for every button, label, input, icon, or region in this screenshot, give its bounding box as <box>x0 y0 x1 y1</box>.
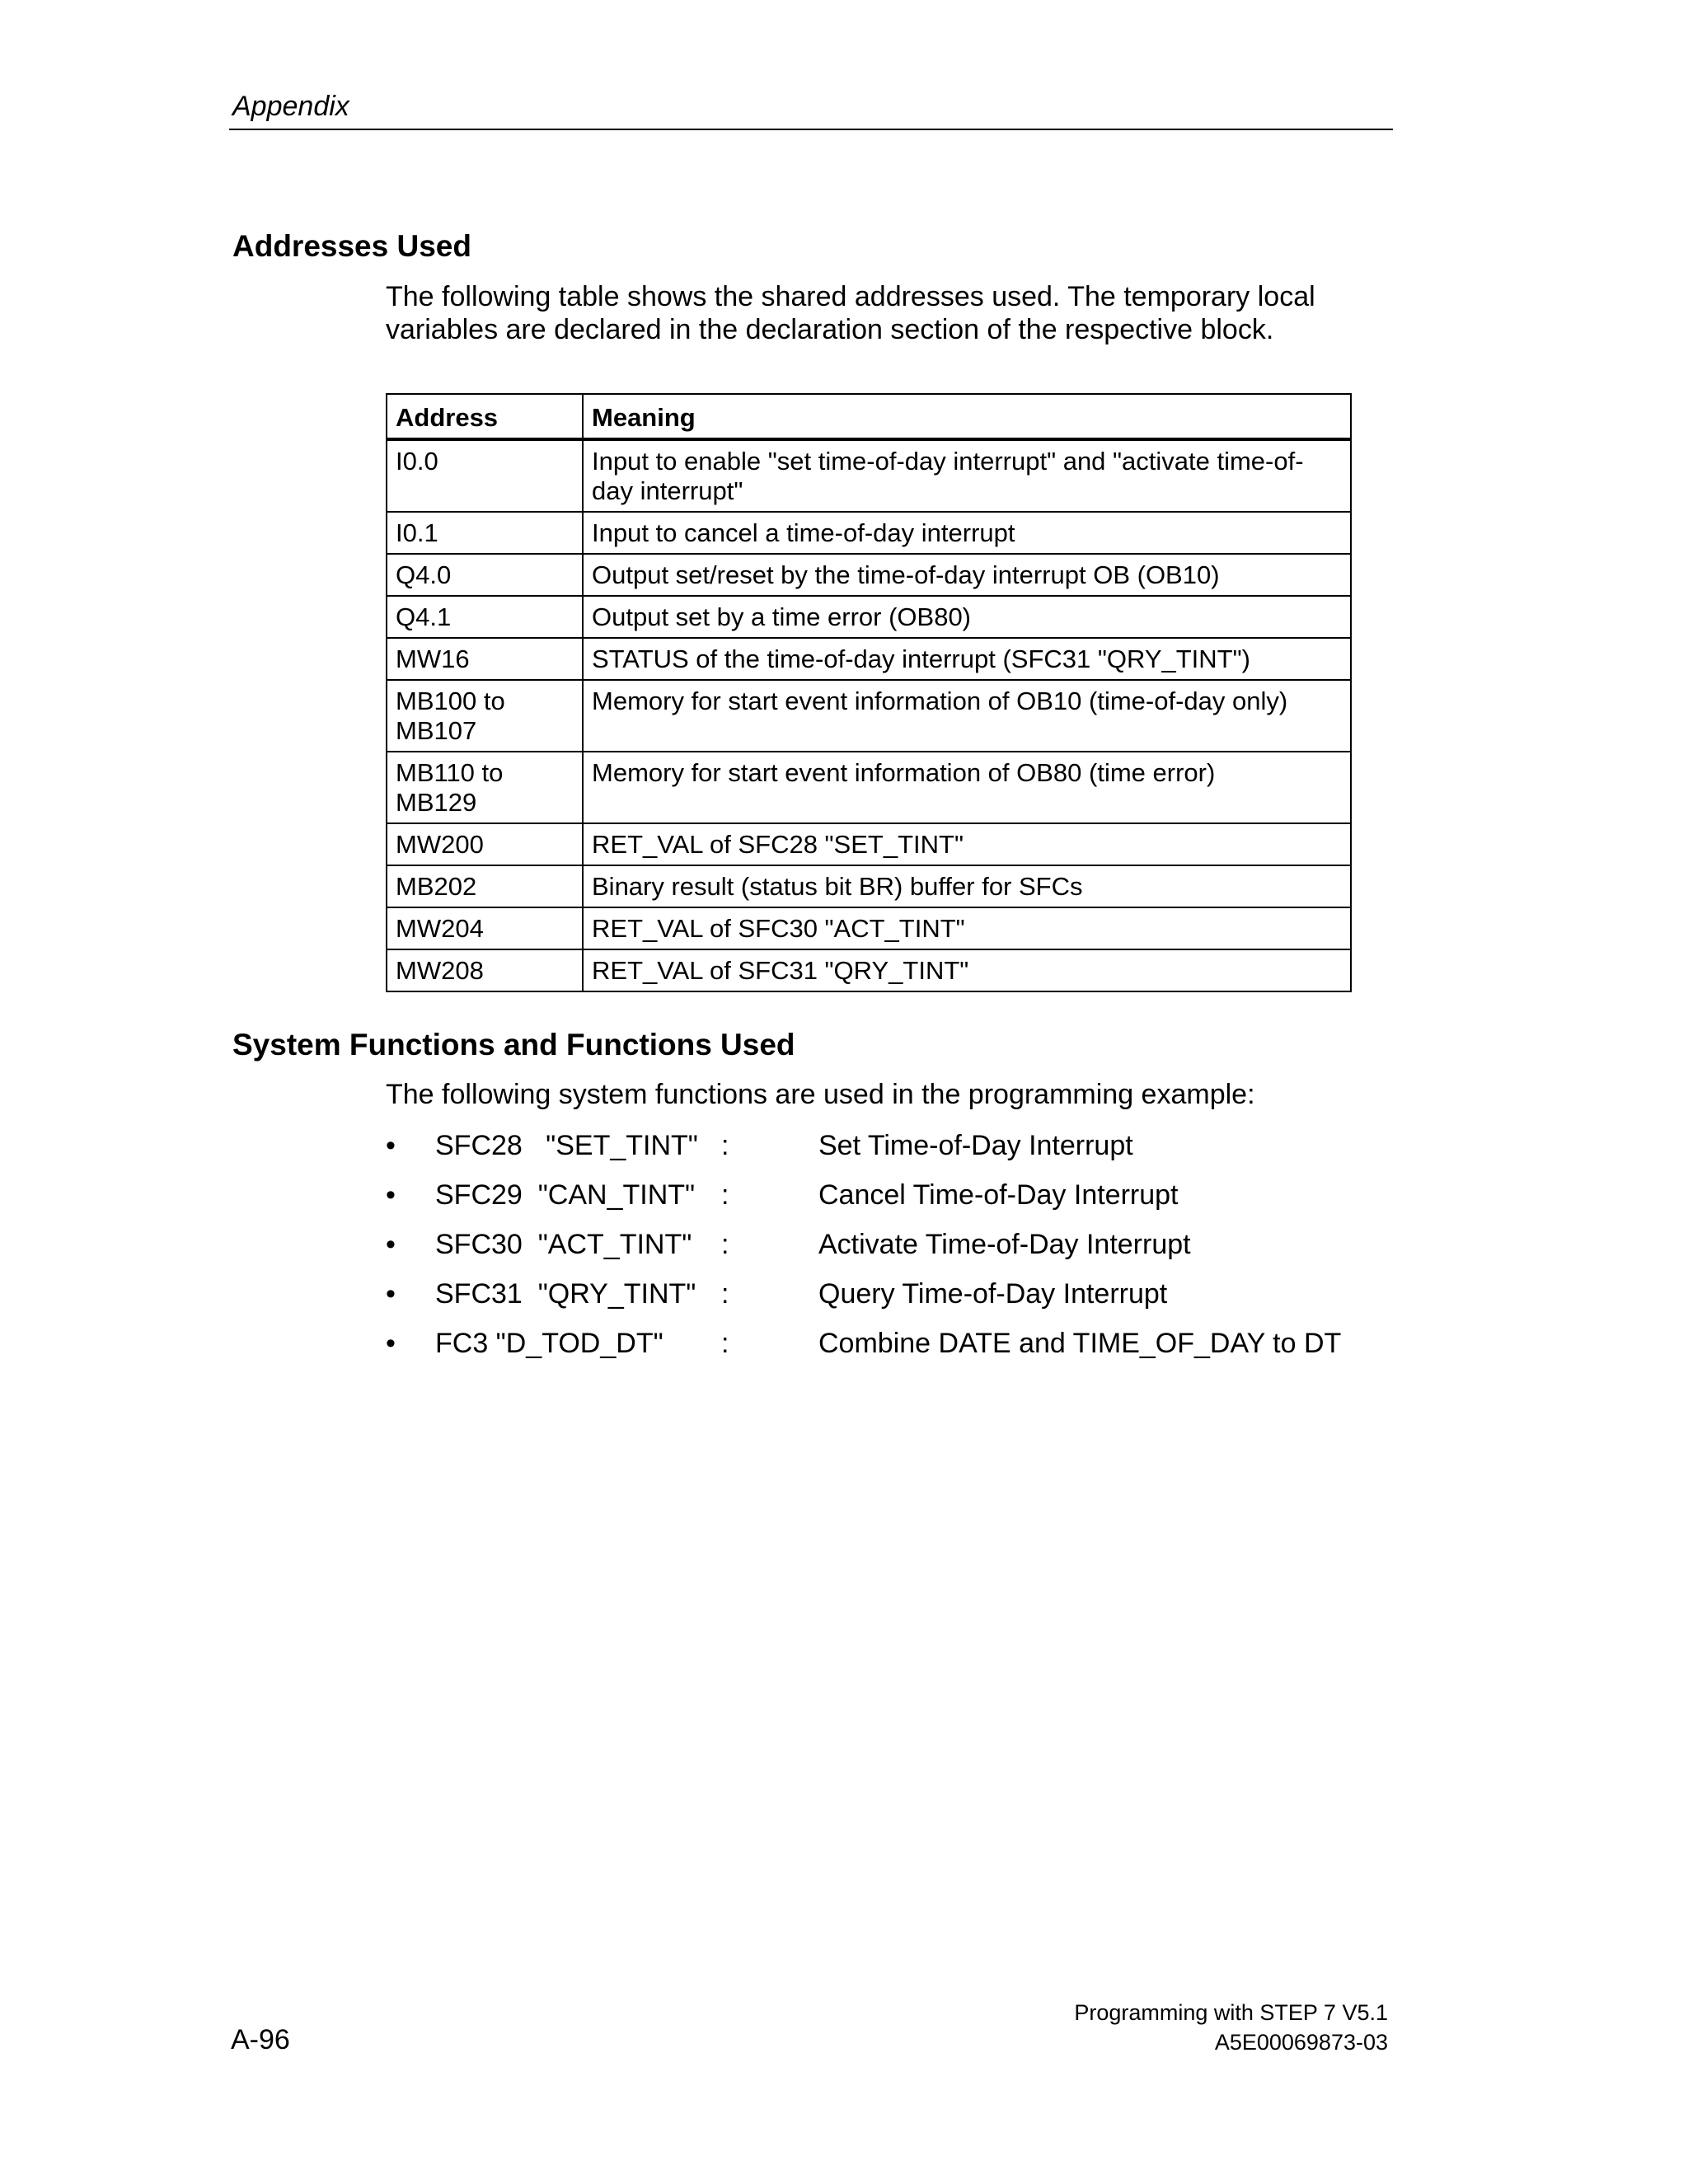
column-header-address: Address <box>387 394 583 439</box>
bullet-icon: • <box>386 1130 396 1161</box>
running-header-title: Appendix <box>232 91 349 122</box>
address-cell: MB110 to MB129 <box>387 752 583 823</box>
section-intro-functions: The following system functions are used in the programming example: <box>386 1079 1255 1110</box>
function-description: Combine DATE and TIME_OF_DAY to DT <box>818 1328 1342 1359</box>
address-cell: MW208 <box>387 949 583 991</box>
function-name: SFC28 "SET_TINT" <box>435 1130 698 1161</box>
address-cell: Q4.1 <box>387 596 583 638</box>
meaning-cell: STATUS of the time-of-day interrupt (SFC31 "QRY_TINT") <box>583 638 1351 680</box>
function-name: SFC29 "CAN_TINT" <box>435 1179 696 1211</box>
meaning-cell: RET_VAL of SFC28 "SET_TINT" <box>583 823 1351 865</box>
separator: : <box>721 1328 729 1359</box>
bullet-icon: • <box>386 1278 396 1310</box>
address-cell: Q4.0 <box>387 554 583 596</box>
header-rule <box>229 129 1393 130</box>
table-row <box>387 823 1351 865</box>
address-cell: I0.1 <box>387 512 583 554</box>
footer-doc-id: A5E00069873-03 <box>1214 2030 1388 2055</box>
meaning-cell: Output set by a time error (OB80) <box>583 596 1351 638</box>
separator: : <box>721 1130 729 1161</box>
meaning-cell: Memory for start event information of OB10 (time-of-day only) <box>583 680 1351 752</box>
page-number: A-96 <box>231 2024 290 2055</box>
table-row <box>387 949 1351 991</box>
meaning-cell: RET_VAL of SFC30 "ACT_TINT" <box>583 907 1351 949</box>
address-cell: MW200 <box>387 823 583 865</box>
table-row <box>387 680 1351 752</box>
function-description: Query Time-of-Day Interrupt <box>818 1278 1168 1310</box>
address-cell: MB100 to MB107 <box>387 680 583 752</box>
section-heading-addresses: Addresses Used <box>232 229 471 263</box>
table-row <box>387 638 1351 680</box>
separator: : <box>721 1229 729 1260</box>
address-cell: MB202 <box>387 865 583 907</box>
address-cell: MW16 <box>387 638 583 680</box>
footer-doc-title: Programming with STEP 7 V5.1 <box>1074 2000 1388 2025</box>
meaning-cell: RET_VAL of SFC31 "QRY_TINT" <box>583 949 1351 991</box>
table-row <box>387 554 1351 596</box>
column-header-meaning: Meaning <box>583 394 1351 439</box>
function-name: SFC31 "QRY_TINT" <box>435 1278 696 1310</box>
table-row <box>387 865 1351 907</box>
meaning-cell: Input to cancel a time-of-day interrupt <box>583 512 1351 554</box>
separator: : <box>721 1278 729 1310</box>
bullet-icon: • <box>386 1179 396 1211</box>
function-description: Cancel Time-of-Day Interrupt <box>818 1179 1179 1211</box>
section-heading-functions: System Functions and Functions Used <box>232 1028 795 1062</box>
section-intro-addresses: The following table shows the shared addresses used. The temporary local variables are declared in the declaration section of the respective block. <box>386 281 1315 345</box>
meaning-cell: Input to enable "set time-of-day interrupt" and "activate time-of-day interrupt" <box>583 439 1351 512</box>
table-header-row <box>387 394 1351 439</box>
table-row <box>387 752 1351 823</box>
table-row <box>387 907 1351 949</box>
bullet-icon: • <box>386 1229 396 1260</box>
separator: : <box>721 1179 729 1211</box>
function-name: FC3 "D_TOD_DT" <box>435 1328 663 1359</box>
addresses-table <box>386 393 1352 992</box>
function-name: SFC30 "ACT_TINT" <box>435 1229 692 1260</box>
address-cell: MW204 <box>387 907 583 949</box>
table-row <box>387 596 1351 638</box>
function-description: Activate Time-of-Day Interrupt <box>818 1229 1191 1260</box>
table-row <box>387 439 1351 512</box>
meaning-cell: Output set/reset by the time-of-day interrupt OB (OB10) <box>583 554 1351 596</box>
footer-document-info <box>1074 1998 1388 2057</box>
function-description: Set Time-of-Day Interrupt <box>818 1130 1133 1161</box>
table-row <box>387 512 1351 554</box>
meaning-cell: Binary result (status bit BR) buffer for SFCs <box>583 865 1351 907</box>
address-cell: I0.0 <box>387 439 583 512</box>
bullet-icon: • <box>386 1328 396 1359</box>
meaning-cell: Memory for start event information of OB80 (time error) <box>583 752 1351 823</box>
